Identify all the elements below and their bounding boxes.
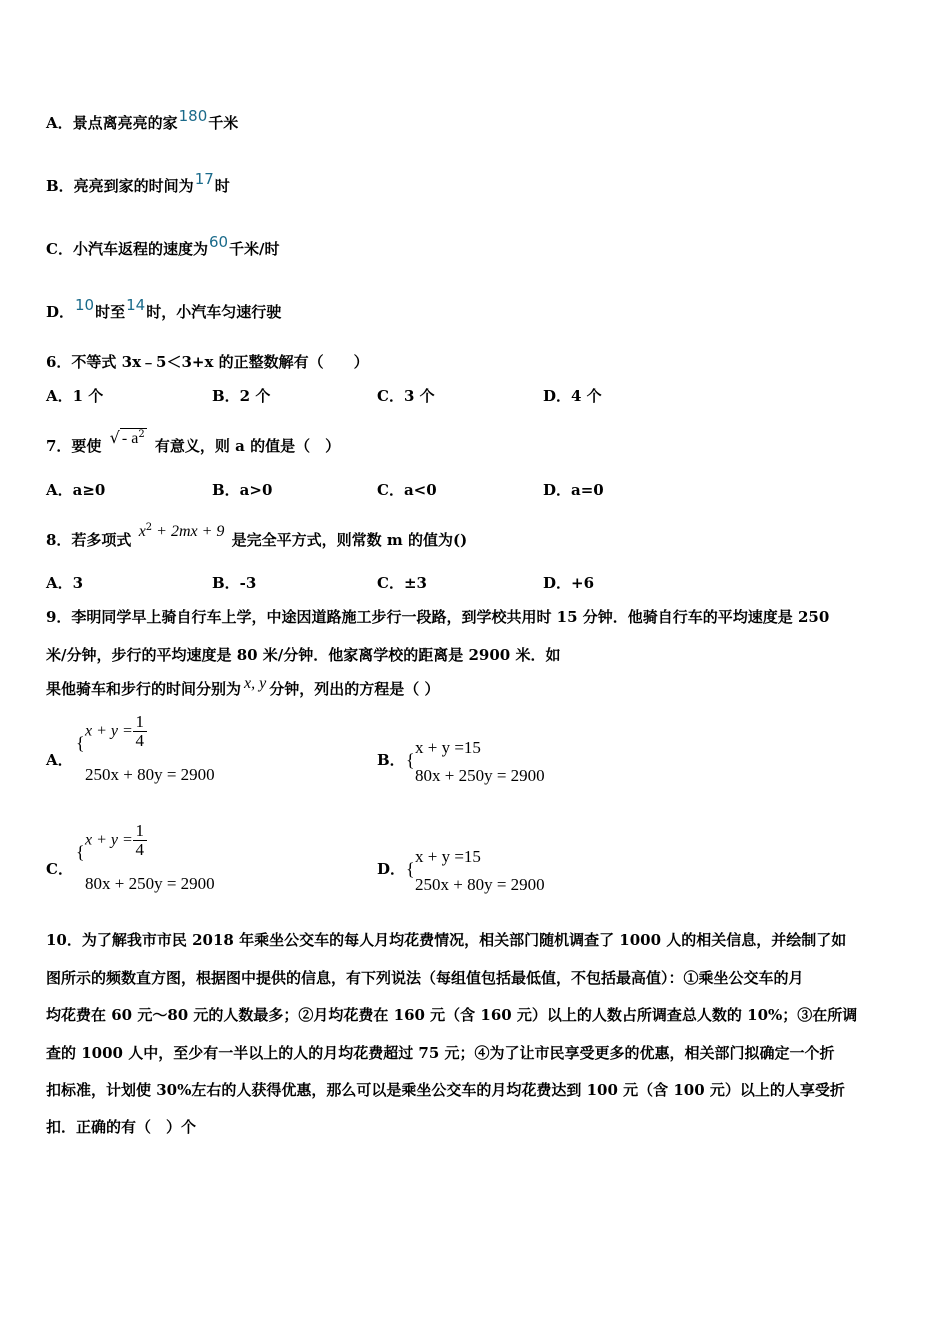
q9-b-row1: x + y =15 <box>415 738 481 757</box>
q5-option-a <box>46 107 239 133</box>
q6-option-a: A．1 个 <box>46 387 104 405</box>
brace-icon: { <box>406 750 415 770</box>
brace-icon: { <box>76 733 85 753</box>
q8-stem-post: 是完全平方式，则常数 m 的值为() <box>231 531 468 549</box>
q9-line3-pre: 果他骑车和步行的时间分别为 <box>46 680 242 698</box>
q9-a-row2: 250x + 80y = 2900 <box>85 765 215 784</box>
q9-option-c-system <box>76 822 246 897</box>
q5-a-unit: 千米 <box>208 114 239 132</box>
q8-polynomial <box>139 518 225 542</box>
q5-option-b <box>46 170 230 196</box>
q7-option-d: D．a=0 <box>543 481 604 499</box>
q5-a-number: 180 <box>178 107 208 125</box>
q5-c-unit: 千米/时 <box>229 240 280 258</box>
q8-expr-exp: 2 <box>145 522 153 533</box>
q7-stem-post: 有意义，则 a 的值是（ ） <box>154 437 341 455</box>
q8-option-c: C．±3 <box>377 574 427 592</box>
q9-stem-line-1: 9．李明同学早上骑自行车上学，中途因道路施工步行一段路，到学校共用时 15 分钟．他骑自行车的平均速度是 250 <box>46 608 830 626</box>
q9-line3-post: 分钟，列出的方程是（ ） <box>269 680 440 698</box>
q9-c-numerator: 1 <box>135 821 145 840</box>
q6-stem: 6．不等式 3x﹣5＜3+x 的正整数解有（ ） <box>46 353 369 371</box>
q9-a-fraction <box>133 713 147 750</box>
q9-c-denominator: 4 <box>135 840 145 859</box>
q9-b-row2: 80x + 250y = 2900 <box>415 766 545 785</box>
q9-stem-line-2: 米/分钟，步行的平均速度是 80 米/分钟．他家离学校的距离是 2900 米．如 <box>46 646 561 664</box>
q9-option-d-system <box>406 847 576 902</box>
q7-option-c: C．a<0 <box>377 481 437 499</box>
q6-option-c: C．3 个 <box>377 387 435 405</box>
q9-option-d-label: D． <box>377 860 406 878</box>
q7-radicand: - a <box>121 430 139 447</box>
q5-a-text: A．景点离亮亮的家 <box>46 114 178 132</box>
q7-exponent: 2 <box>138 429 145 440</box>
q10-line-2: 图所示的频数直方图，根据图中提供的信息，有下列说法（每组值包括最低值，不包括最高值）：①乘坐公交车的月 <box>46 969 804 987</box>
q7-stem <box>46 428 341 457</box>
q9-stem-line-3 <box>46 675 440 700</box>
q5-c-text: C．小汽车返程的速度为 <box>46 240 208 258</box>
q7-sqrt-expression <box>110 425 147 449</box>
q9-a-numerator: 1 <box>135 712 145 731</box>
q5-d-number-2: 14 <box>126 296 146 314</box>
q9-c-row1-lhs: x + y = <box>85 831 133 849</box>
q9-a-denominator: 4 <box>135 731 145 750</box>
q8-option-d: D．+6 <box>543 574 595 592</box>
brace-icon: { <box>406 859 415 879</box>
q10-line-4: 查的 1000 人中，至少有一半以上的人的月均花费超过 75 元；④为了让市民享受更多的优惠，相关部门拟确定一个折 <box>46 1044 835 1062</box>
q10-line-3: 均花费在 60 元～80 元的人数最多；②月均花费在 160 元（含 160 元）以上的人数占所调查总人数的 10%；③在所调 <box>46 1006 858 1024</box>
q10-line-5: 扣标准，计划使 30%左右的人获得优惠，那么可以是乘坐公交车的月均花费达到 100 元（含 100 元）以上的人享受折 <box>46 1081 845 1099</box>
q8-stem <box>46 522 468 551</box>
q7-stem-pre: 7．要使 <box>46 437 102 455</box>
q9-c-row1 <box>85 822 147 859</box>
q10-line-1: 10．为了解我市市民 2018 年乘坐公交车的每人月均花费情况，相关部门随机调查了 1000 人的相关信息，并绘制了如 <box>46 931 847 949</box>
q9-d-row2: 250x + 80y = 2900 <box>415 875 545 894</box>
q9-d-row1: x + y =15 <box>415 847 481 866</box>
q9-a-row1-lhs: x + y = <box>85 722 133 740</box>
q9-option-a-system <box>76 713 246 788</box>
q7-option-b: B．a>0 <box>212 481 273 499</box>
q5-d-number-1: 10 <box>75 296 95 314</box>
q8-option-b: B．-3 <box>212 574 257 592</box>
q5-d-label: D． <box>46 303 75 321</box>
brace-icon: { <box>76 842 85 862</box>
q5-option-d <box>46 296 282 322</box>
q9-option-c-label: C． <box>46 860 73 878</box>
q5-d-mid: 时至 <box>95 303 126 321</box>
q10-line-6: 扣．正确的有（ ）个 <box>46 1118 197 1136</box>
q9-a-row1 <box>85 713 147 750</box>
q5-c-number: 60 <box>208 233 229 251</box>
q6-option-b: B．2 个 <box>212 387 271 405</box>
sqrt-icon: √ <box>109 428 120 447</box>
q5-b-text: B．亮亮到家的时间为 <box>46 177 194 195</box>
q8-expr-x: x <box>138 523 146 540</box>
q8-stem-pre: 8．若多项式 <box>46 531 132 549</box>
q9-option-b-system <box>406 738 576 793</box>
q9-option-a-label: A． <box>46 751 73 769</box>
q9-option-b-label: B． <box>377 751 405 769</box>
q8-expr-rest: + 2mx + 9 <box>152 523 225 540</box>
q5-option-c <box>46 233 280 259</box>
q8-option-a: A．3 <box>46 574 84 592</box>
q5-d-text: 时，小汽车匀速行驶 <box>146 303 282 321</box>
q5-b-number: 17 <box>194 170 214 188</box>
q7-option-a: A．a≥0 <box>46 481 106 499</box>
q9-c-row2: 80x + 250y = 2900 <box>85 874 215 893</box>
q5-b-unit: 时 <box>214 177 230 195</box>
q9-vars: x, y <box>244 675 267 692</box>
q6-option-d: D．4 个 <box>543 387 602 405</box>
q9-c-fraction <box>133 822 147 859</box>
